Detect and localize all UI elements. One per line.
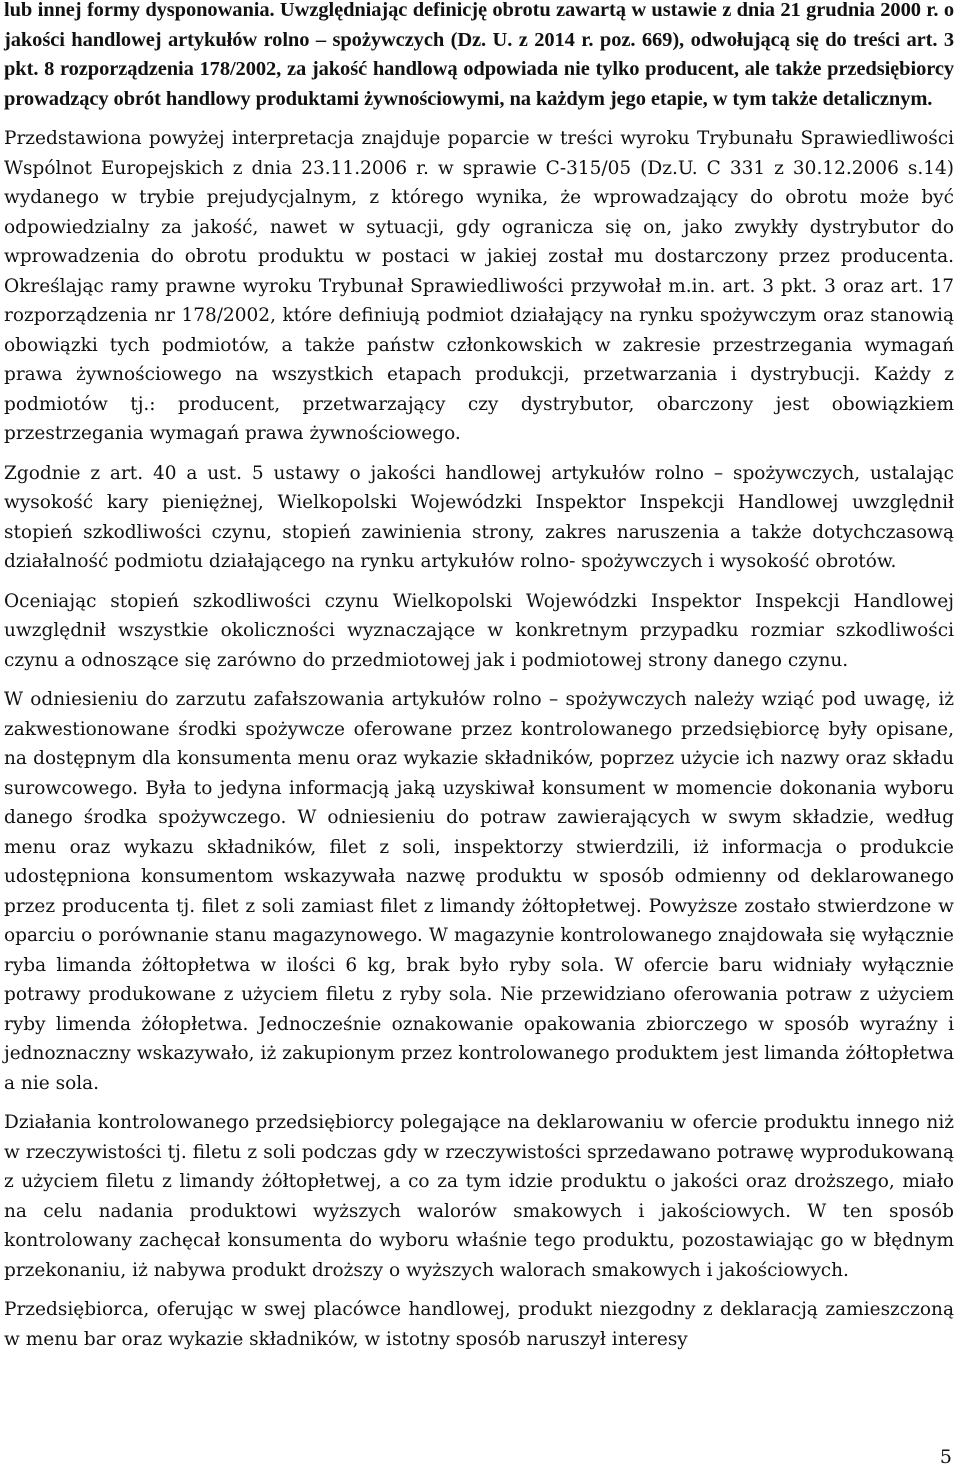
document-page <box>4 0 954 1354</box>
paragraph-5: W odniesieniu do zarzutu zafałszowania artykułów rolno – spożywczych należy wziąć pod uwagę, iż zakwestionowane środki spożywcze oferowane przez kontrolowanego przedsiębiorcę były opisane, na dostępnym dla konsumenta menu oraz wykazie składników, poprzez użycie ich nazwy oraz składu surowcowego. Była to jedyna informacją jaką uzyskiwał konsument w momencie dokonania wyboru danego środka spożywczego. W odniesieniu do potraw zawierających w swym składzie, według menu oraz wykazu składników, filet z soli, inspektorzy stwierdzili, iż informacja o produkcie udostępniona konsumentom wskazywała nazwę produktu w sposób odmienny od deklarowanego przez producenta tj. filet z soli zamiast filet z limandy żółtopłetwej. Powyższe zostało stwierdzone w oparciu o porównanie stanu magazynowego. W magazynie kontrolowanego znajdowała się wyłącznie ryba limanda żółtopłetwa w ilości 6 kg, brak było ryby sola. W ofercie baru widniały wyłącznie potrawy produkowane z użyciem filetu z ryby sola. Nie przewidziano oferowania potraw z użyciem ryby limenda żółopłetwa. Jednocześnie oznakowanie opakowania zbiorczego w sposób wyraźny i jednoznaczny wskazywało, iż zakupionym przez kontrolowanego produktem jest limanda żółtopłetwa a nie sola. <box>4 689 954 1094</box>
paragraph-7: Przedsiębiorca, oferując w swej placówce handlowej, produkt niezgodny z deklaracją zamieszczoną w menu bar oraz wykazie składników, w istotny sposób naruszył interesy <box>4 1299 954 1350</box>
paragraph-4: Oceniając stopień szkodliwości czynu Wielkopolski Wojewódzki Inspektor Inspekcji Handlowej uwzględnił wszystkie okoliczności wyznaczające w konkretnym przypadku rozmiar szkodliwości czynu a odnoszące się zarówno do przedmiotowej jak i podmiotowej strony danego czynu. <box>4 590 954 671</box>
paragraph-3: Zgodnie z art. 40 a ust. 5 ustawy o jakości handlowej artykułów rolno – spożywczych, ustalając wysokość kary pieniężnej, Wielkopolski Wojewódzki Inspektor Inspekcji Handlowej uwzględnił stopień szkodliwości czynu, stopień zawinienia strony, zakres naruszenia a także dotychczasową działalność podmiotu działającego na rynku artykułów rolno- spożywczych i wysokość obrotów. <box>4 462 954 572</box>
page-number: 5 <box>939 1446 952 1468</box>
paragraph-2: Przedstawiona powyżej interpretacja znajduje poparcie w treści wyroku Trybunału Sprawiedliwości Wspólnot Europejskich z dnia 23.11.2006 r. w sprawie C-315/05 (Dz.U. C 331 z 30.12.2006 s.14) wydanego w trybie prejudycjalnym, z którego wynika, że wprowadzający do obrotu może być odpowiedzialny za jakość, nawet w sytuacji, gdy ogranicza się on, jako zwykły dystrybutor do wprowadzenia do obrotu produktu w postaci w jakiej został mu dostarczony przez producenta. Określając ramy prawne wyroku Trybunał Sprawiedliwości przywołał m.in. art. 3 pkt. 3 oraz art. 17 rozporządzenia nr 178/2002, które definiują podmiot działający na rynku spożywczym oraz stanowią obowiązki tych podmiotów, a także państw członkowskich w zakresie przestrzegania wymagań prawa żywnościowego na wszystkich etapach produkcji, przetwarzania i dystrybucji. Każdy z podmiotów tj.: producent, przetwarzający czy dystrybutor, obarczony jest obowiązkiem przestrzegania wymagań prawa żywnościowego. <box>4 128 954 444</box>
paragraph-1: lub innej formy dysponowania. Uwzględniając definicję obrotu zawartą w ustawie z dnia 21 grudnia 2000 r. o jakości handlowej artykułów rolno – spożywczych (Dz. U. z 2014 r. poz. 669), odwołującą się do treści art. 3 pkt. 8 rozporządzenia 178/2002, za jakość handlową odpowiada nie tylko producent, ale także przedsiębiorcy prowadzący obrót handlowy produktami żywnościowymi, na każdym jego etapie, w tym także detalicznym. <box>4 0 954 110</box>
paragraph-6: Działania kontrolowanego przedsiębiorcy polegające na deklarowaniu w ofercie produktu innego niż w rzeczywistości tj. filetu z soli podczas gdy w rzeczywistości sprzedawano potrawę wyprodukowaną z użyciem filetu z limandy żółtopłetwej, a co za tym idzie produktu o jakości oraz droższego, miało na celu nadania produktowi wyższych walorów smakowych i jakościowych. W ten sposób kontrolowany zachęcał konsumenta do wyboru właśnie tego produktu, pozostawiając go w błędnym przekonaniu, iż nabywa produkt droższy o wyższych walorach smakowych i jakościowych. <box>4 1112 954 1281</box>
